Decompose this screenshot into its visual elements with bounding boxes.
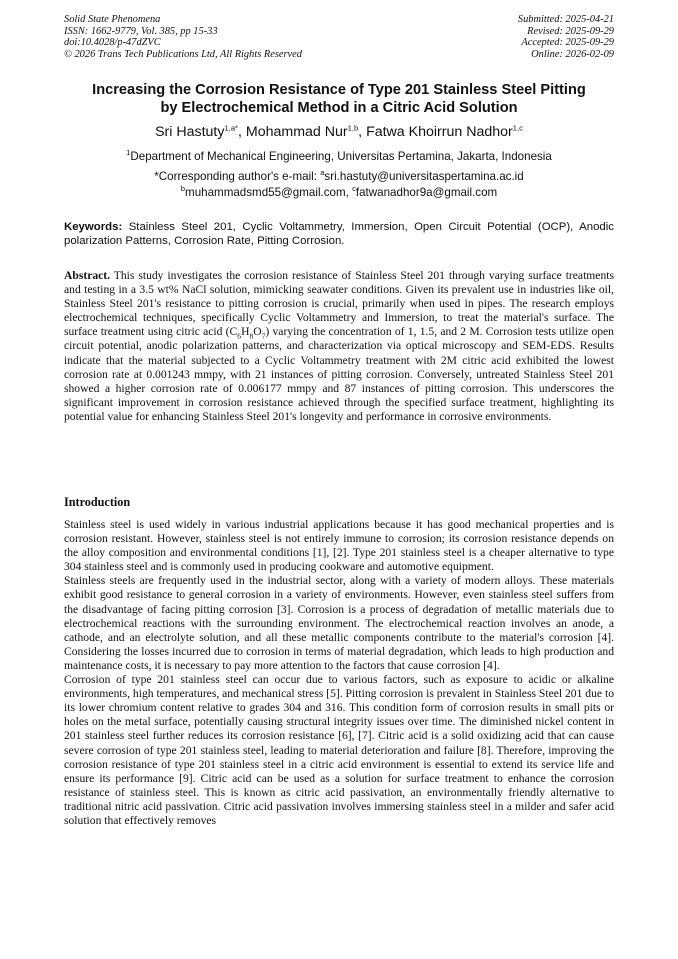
revised-date: Revised: 2025-09-29 <box>527 25 614 37</box>
correspondence-line-2 <box>40 185 638 201</box>
title-line-2: by Electrochemical Method in a Citric Acid Solution <box>160 100 518 117</box>
affiliation <box>40 149 638 164</box>
formula-mid-1: H <box>241 325 250 339</box>
email-a[interactable]: sri.hastuty@universitaspertamina.ac.id <box>324 170 524 183</box>
correspondence-block <box>40 169 638 200</box>
author-sup: 1,a* <box>224 123 238 133</box>
formula-mid-2: O <box>253 325 262 339</box>
author-sup: 1,c <box>512 123 523 133</box>
paper-title <box>40 81 638 118</box>
author-list <box>40 123 638 141</box>
submitted-date: Submitted: 2025-04-21 <box>517 14 614 25</box>
accepted-date: Accepted: 2025-09-29 <box>521 37 614 49</box>
formula-sub-2: 8 <box>249 331 254 341</box>
correspondence-prefix: *Corresponding author's e-mail: <box>154 170 321 183</box>
formula-sub-1: 6 <box>237 331 242 341</box>
affiliation-text: Department of Mechanical Engineering, Universitas Pertamina, Jakarta, Indonesia <box>130 150 552 163</box>
keywords-section <box>64 220 614 248</box>
intro-paragraph: Corrosion of type 201 stainless steel can occur due to various factors, such as exposure to acidic or alkaline environments, high temperatures, and mechanical stress [5]. Pitting corrosion is prevalent in Stainless Steel 201 due to its lower chromium content relative to grades 304 and 316. This condition form of corrosion results in small pits or holes on the metal surface, potentially causing structural integrity issues over time. The diminished nickel content in 201 stainless steel further reduces its corrosion resistance [6], [7]. Citric acid is a solid oxidizing acid that can cause severe corrosion of type 201 stainless steel, leading to material deterioration and failure [8]. Therefore, improving the corrosion resistance of type 201 stainless steel in a citric acid environment is essential to extend its service life and ensure its performance [9]. Citric acid can be used as a solution for surface treatment to enhance the corrosion resistance of stainless steel. This is known as citric acid passivation, an environmentally friendly alternative to traditional nitric acid passivation. Citric acid passivation involves immersing stainless steel in a milder and safer acid solution that effectively removes <box>64 673 614 827</box>
keywords-label: Keywords: <box>64 221 123 233</box>
author-sep: , <box>238 124 246 140</box>
copyright-line: © 2026 Trans Tech Publications Ltd, All Rights Reserved <box>64 48 302 60</box>
issn-line: ISSN: 1662-9779, Vol. 385, pp 15-33 <box>64 25 218 37</box>
email-a-sup: a <box>320 168 325 178</box>
formula-sub-3: 7 <box>261 331 266 341</box>
doi-line: doi:10.4028/p-47dZVC <box>64 37 161 49</box>
email-sep: , <box>345 185 353 199</box>
email-c[interactable]: fatwanadhor9a@gmail.com <box>355 185 498 199</box>
online-date: Online: 2026-02-09 <box>531 48 614 60</box>
journal-header-right <box>384 14 614 60</box>
abstract-label: Abstract. <box>64 269 111 282</box>
author-name: Mohammad Nur <box>245 124 348 140</box>
email-c-sup: c <box>352 183 356 193</box>
correspondence-line-1 <box>40 169 638 185</box>
intro-paragraph: Stainless steel is used widely in various industrial applications because it has good mechanical properties and is corrosion resistant. However, stainless steel is not entirely immune to corrosion; its corrosion resistance depends on the alloy composition and environmental conditions [1], [2]. Type 201 stainless steel is a cheaper alternative to type 304 stainless steel and is commonly used in producing cookware and automotive equipment. <box>64 518 614 574</box>
email-b[interactable]: muhammadsmd55@gmail.com <box>185 185 346 199</box>
author-sep: , <box>358 124 367 140</box>
author-name: Sri Hastuty <box>155 124 225 140</box>
abstract-text-2: ) varying the concentration of 1, 1.5, and 2 M. Corrosion tests utilize open circuit potential, anodic polarization patterns, and characterization via optical microscopy and SEM-EDS. Results indicate that the material subjected to a Cyclic Voltammetry treatment with 2M citric acid exhibited the lowest corrosion rate at 0.001243 mmpy, with 21 instances of pitting corrosion. Conversely, untreated Stainless Steel 201 showed a higher corrosion rate of 0.006177 mmpy and 87 instances of pitting corrosion. This underscores the significant improvement in corrosion resistance achieved through the specified surface treatment, highlighting its potential value for enhancing Stainless Steel 201's longevity and performance in corrosive environments. <box>64 325 614 423</box>
abstract-section <box>64 269 614 424</box>
author-sup: 1,b <box>347 123 359 133</box>
affiliation-sup: 1 <box>126 148 131 158</box>
title-line-1: Increasing the Corrosion Resistance of Type 201 Stainless Steel Pitting <box>92 82 586 98</box>
author-name: Fatwa Khoirrun Nadhor <box>366 124 513 140</box>
abstract-text-1: This study investigates the corrosion resistance of Stainless Steel 201 through varying surface treatments and testing in a 3.5 wt% NaCl solution, mimicking seawater conditions. Given its prevalent use in industries like oil, Stainless Steel 201's resistance to pitting corrosion is crucial, primarily when used in pipes. The research employs electrochemical techniques, specifically Cyclic Voltammetry and Immersion, to treat the material's surface. The surface treatment using citric acid (C <box>64 269 614 339</box>
introduction-heading: Introduction <box>64 495 131 509</box>
keywords-text: Stainless Steel 201, Cyclic Voltammetry, Immersion, Open Circuit Potential (OCP), Anodic polarization Patterns, Corrosion Rate, Pitting Corrosion. <box>64 221 614 248</box>
journal-name: Solid State Phenomena <box>64 14 161 25</box>
introduction-body <box>64 518 614 828</box>
journal-header-left <box>64 14 394 60</box>
intro-paragraph: Stainless steels are frequently used in the industrial sector, along with a variety of modern alloys. These materials exhibit good resistance to general corrosion in a variety of environments. However, even stainless steel suffers from the disadvantage of facing pitting corrosion [3]. Corrosion is a process of degradation of metallic materials due to electrochemical reactions with the surrounding environment. The electrochemical reaction involves an anode, a cathode, and an electrolyte solution, and all these metallic components contribute to the material's corrosion [4]. Considering the losses incurred due to corrosion in terms of material degradation, which leads to high production and maintenance costs, it is necessary to pay more attention to the factors that cause corrosion [4]. <box>64 574 614 672</box>
email-b-sup: b <box>180 183 186 193</box>
